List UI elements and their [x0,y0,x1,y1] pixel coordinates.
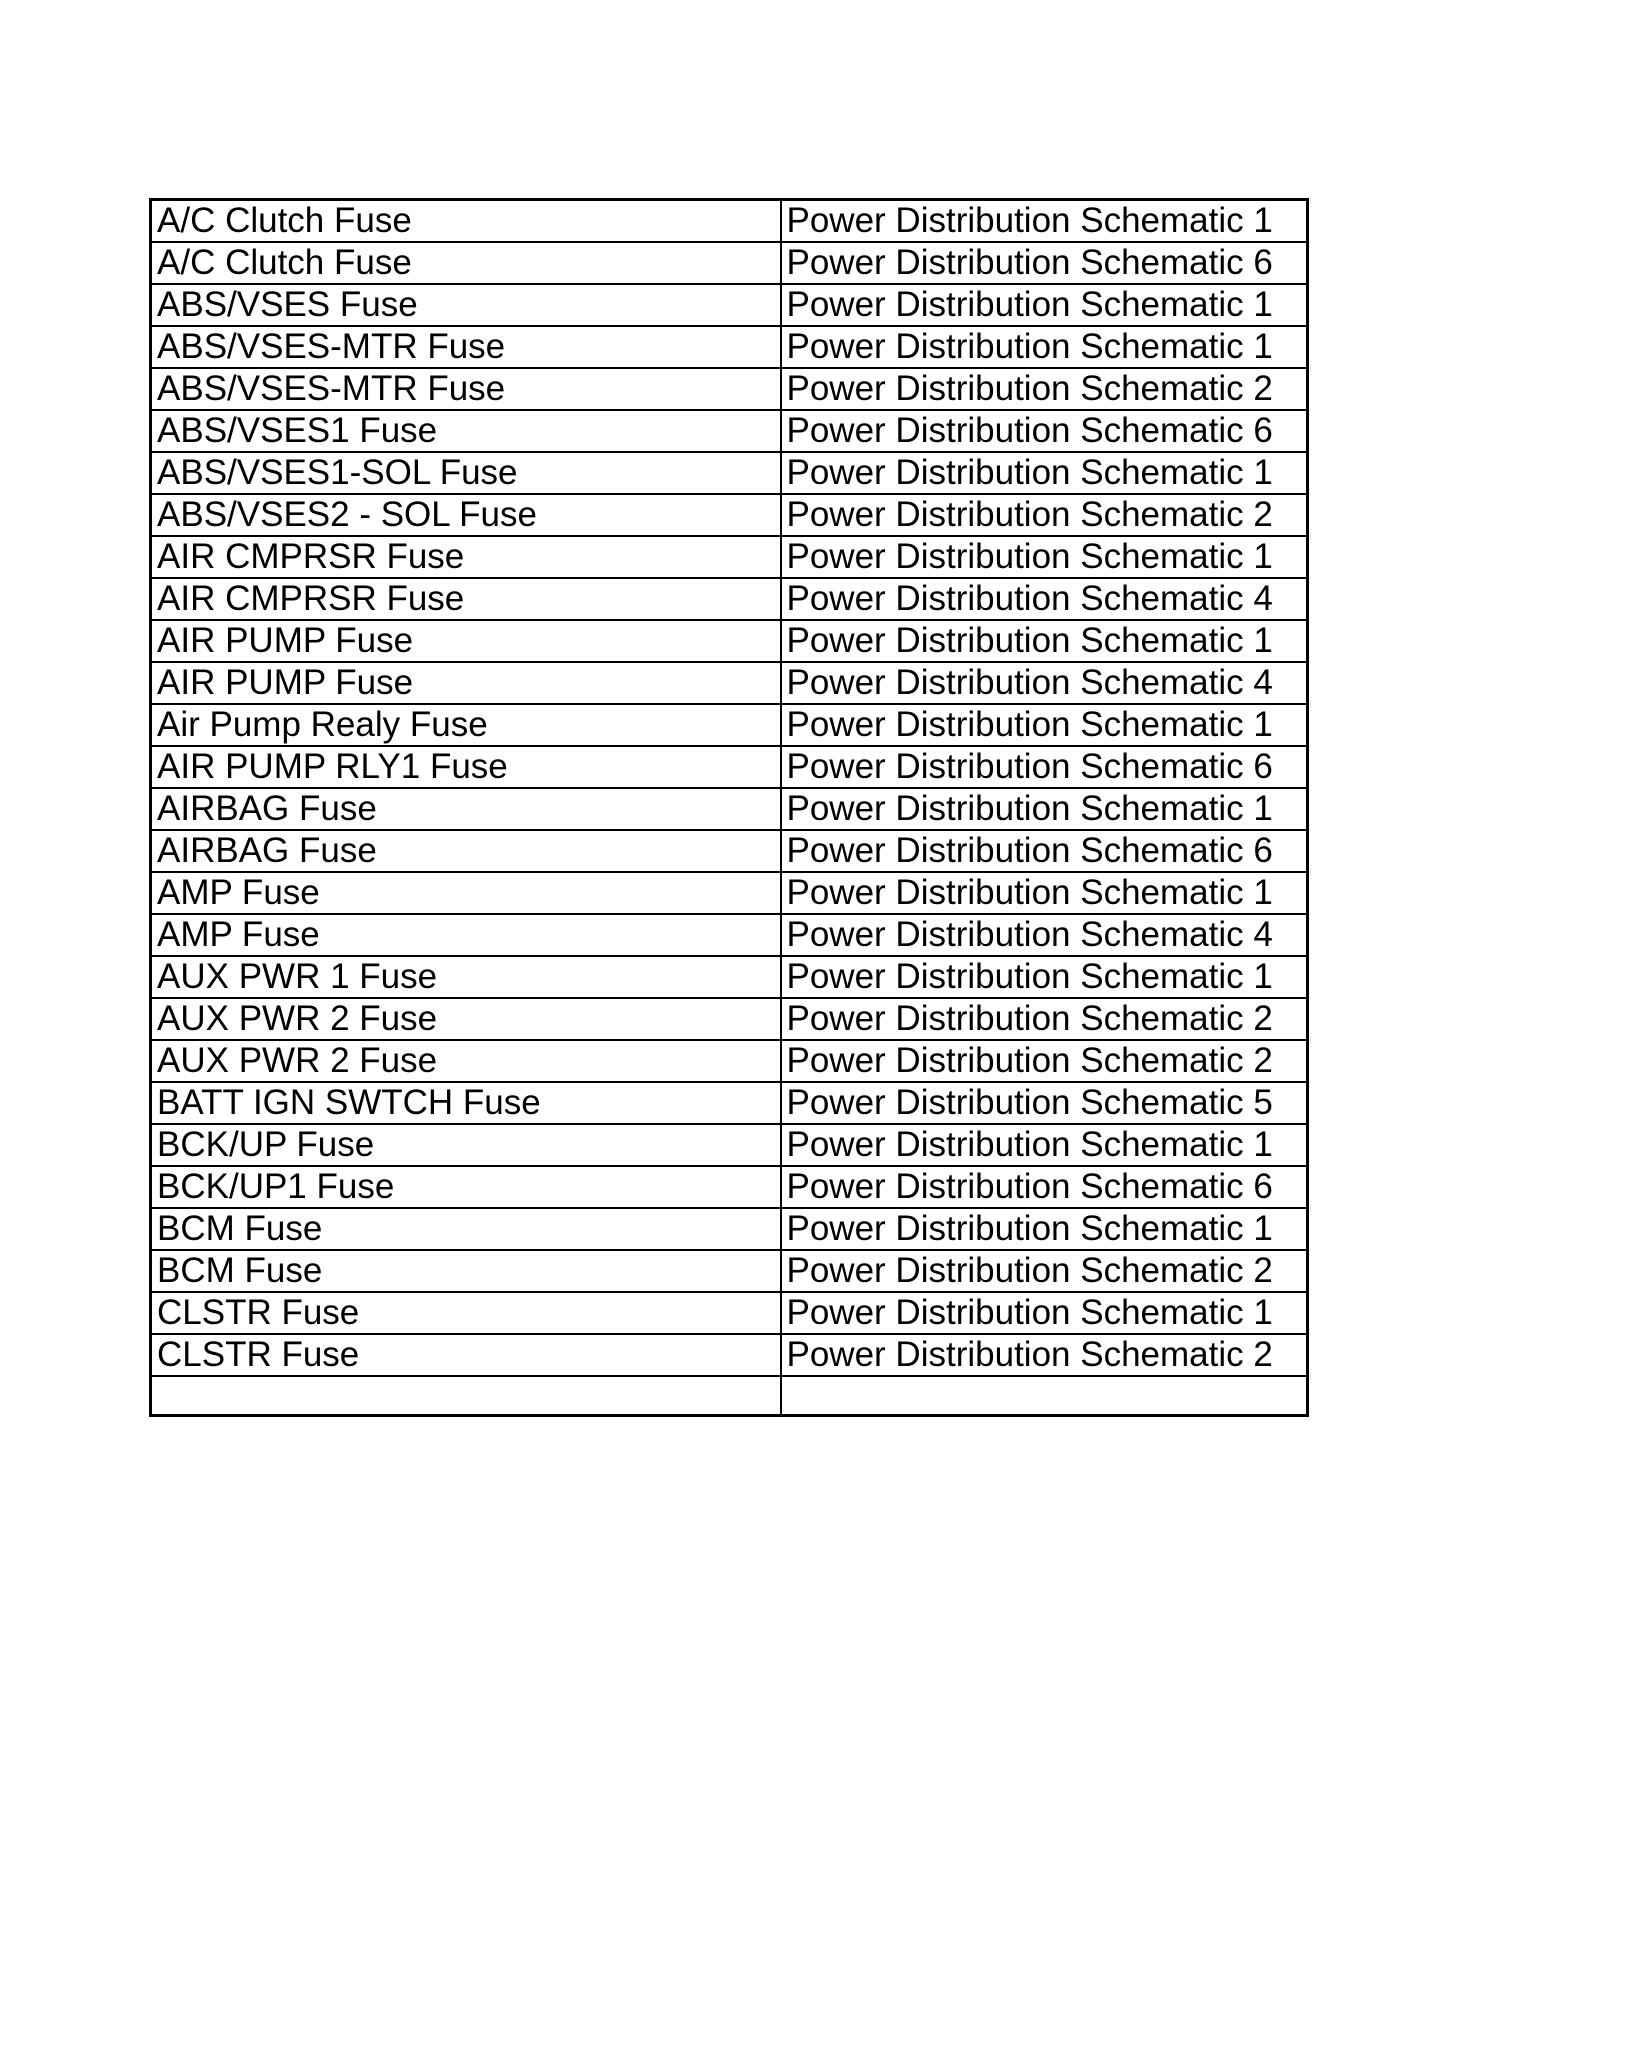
table-row [151,452,1308,494]
fuse-name-cell: BCM Fuse [151,1208,781,1250]
schematic-reference-cell: Power Distribution Schematic 2 [781,1334,1308,1376]
schematic-reference-cell: Power Distribution Schematic 1 [781,1292,1308,1334]
schematic-reference-cell: Power Distribution Schematic 2 [781,1040,1308,1082]
schematic-reference-cell: Power Distribution Schematic 1 [781,704,1308,746]
schematic-reference-cell: Power Distribution Schematic 6 [781,410,1308,452]
table-row [151,788,1308,830]
schematic-reference-cell: Power Distribution Schematic 1 [781,1124,1308,1166]
table-row [151,830,1308,872]
fuse-name-cell: AUX PWR 1 Fuse [151,956,781,998]
fuse-index-table [149,198,1309,1417]
fuse-name-cell: ABS/VSES1 Fuse [151,410,781,452]
schematic-reference-cell: Power Distribution Schematic 1 [781,326,1308,368]
table-row [151,1166,1308,1208]
table-row [151,410,1308,452]
table-row [151,536,1308,578]
table-row [151,998,1308,1040]
fuse-name-cell: AIR PUMP RLY1 Fuse [151,746,781,788]
table-row [151,956,1308,998]
fuse-name-cell: CLSTR Fuse [151,1292,781,1334]
schematic-reference-cell: Power Distribution Schematic 5 [781,1082,1308,1124]
fuse-name-cell: AIR CMPRSR Fuse [151,578,781,620]
schematic-reference-cell: Power Distribution Schematic 4 [781,914,1308,956]
fuse-name-cell: AMP Fuse [151,914,781,956]
fuse-name-cell: BCK/UP1 Fuse [151,1166,781,1208]
fuse-name-cell: ABS/VSES-MTR Fuse [151,326,781,368]
table-row [151,242,1308,284]
schematic-reference-cell: Power Distribution Schematic 4 [781,578,1308,620]
fuse-name-cell: AUX PWR 2 Fuse [151,998,781,1040]
fuse-name-cell: AIR PUMP Fuse [151,662,781,704]
table-row [151,494,1308,536]
table-row [151,746,1308,788]
fuse-name-cell: AIRBAG Fuse [151,788,781,830]
fuse-name-cell: AIR PUMP Fuse [151,620,781,662]
schematic-reference-cell: Power Distribution Schematic 2 [781,1250,1308,1292]
table-row [151,200,1308,243]
table-row [151,326,1308,368]
schematic-reference-cell [781,1376,1308,1416]
table-row [151,578,1308,620]
fuse-name-cell: Air Pump Realy Fuse [151,704,781,746]
fuse-name-cell: ABS/VSES Fuse [151,284,781,326]
schematic-reference-cell: Power Distribution Schematic 1 [781,872,1308,914]
schematic-reference-cell: Power Distribution Schematic 1 [781,620,1308,662]
table-row [151,1208,1308,1250]
schematic-reference-cell: Power Distribution Schematic 1 [781,956,1308,998]
fuse-name-cell: ABS/VSES-MTR Fuse [151,368,781,410]
fuse-name-cell: AIRBAG Fuse [151,830,781,872]
fuse-name-cell: BCM Fuse [151,1250,781,1292]
schematic-reference-cell: Power Distribution Schematic 1 [781,788,1308,830]
schematic-reference-cell: Power Distribution Schematic 6 [781,1166,1308,1208]
table-row [151,1292,1308,1334]
table-row [151,1376,1308,1416]
table-row [151,914,1308,956]
table-row [151,1040,1308,1082]
fuse-name-cell: ABS/VSES2 - SOL Fuse [151,494,781,536]
schematic-reference-cell: Power Distribution Schematic 1 [781,536,1308,578]
table-row [151,1082,1308,1124]
fuse-name-cell: AIR CMPRSR Fuse [151,536,781,578]
schematic-reference-cell: Power Distribution Schematic 6 [781,746,1308,788]
schematic-reference-cell: Power Distribution Schematic 2 [781,494,1308,536]
schematic-reference-cell: Power Distribution Schematic 1 [781,284,1308,326]
table-row [151,1334,1308,1376]
table-row [151,368,1308,410]
table-row [151,872,1308,914]
schematic-reference-cell: Power Distribution Schematic 6 [781,242,1308,284]
schematic-reference-cell: Power Distribution Schematic 1 [781,200,1308,243]
table-row [151,1250,1308,1292]
schematic-reference-cell: Power Distribution Schematic 6 [781,830,1308,872]
fuse-name-cell: BCK/UP Fuse [151,1124,781,1166]
schematic-reference-cell: Power Distribution Schematic 2 [781,998,1308,1040]
fuse-name-cell: AMP Fuse [151,872,781,914]
schematic-reference-cell: Power Distribution Schematic 1 [781,452,1308,494]
fuse-name-cell: ABS/VSES1-SOL Fuse [151,452,781,494]
fuse-name-cell: AUX PWR 2 Fuse [151,1040,781,1082]
table-row [151,284,1308,326]
table-row [151,1124,1308,1166]
schematic-reference-cell: Power Distribution Schematic 2 [781,368,1308,410]
fuse-name-cell: A/C Clutch Fuse [151,200,781,243]
fuse-name-cell: CLSTR Fuse [151,1334,781,1376]
fuse-name-cell: BATT IGN SWTCH Fuse [151,1082,781,1124]
table-row [151,704,1308,746]
schematic-reference-cell: Power Distribution Schematic 4 [781,662,1308,704]
table-row [151,662,1308,704]
fuse-table-body [151,200,1308,1416]
fuse-name-cell [151,1376,781,1416]
table-row [151,620,1308,662]
schematic-reference-cell: Power Distribution Schematic 1 [781,1208,1308,1250]
fuse-name-cell: A/C Clutch Fuse [151,242,781,284]
